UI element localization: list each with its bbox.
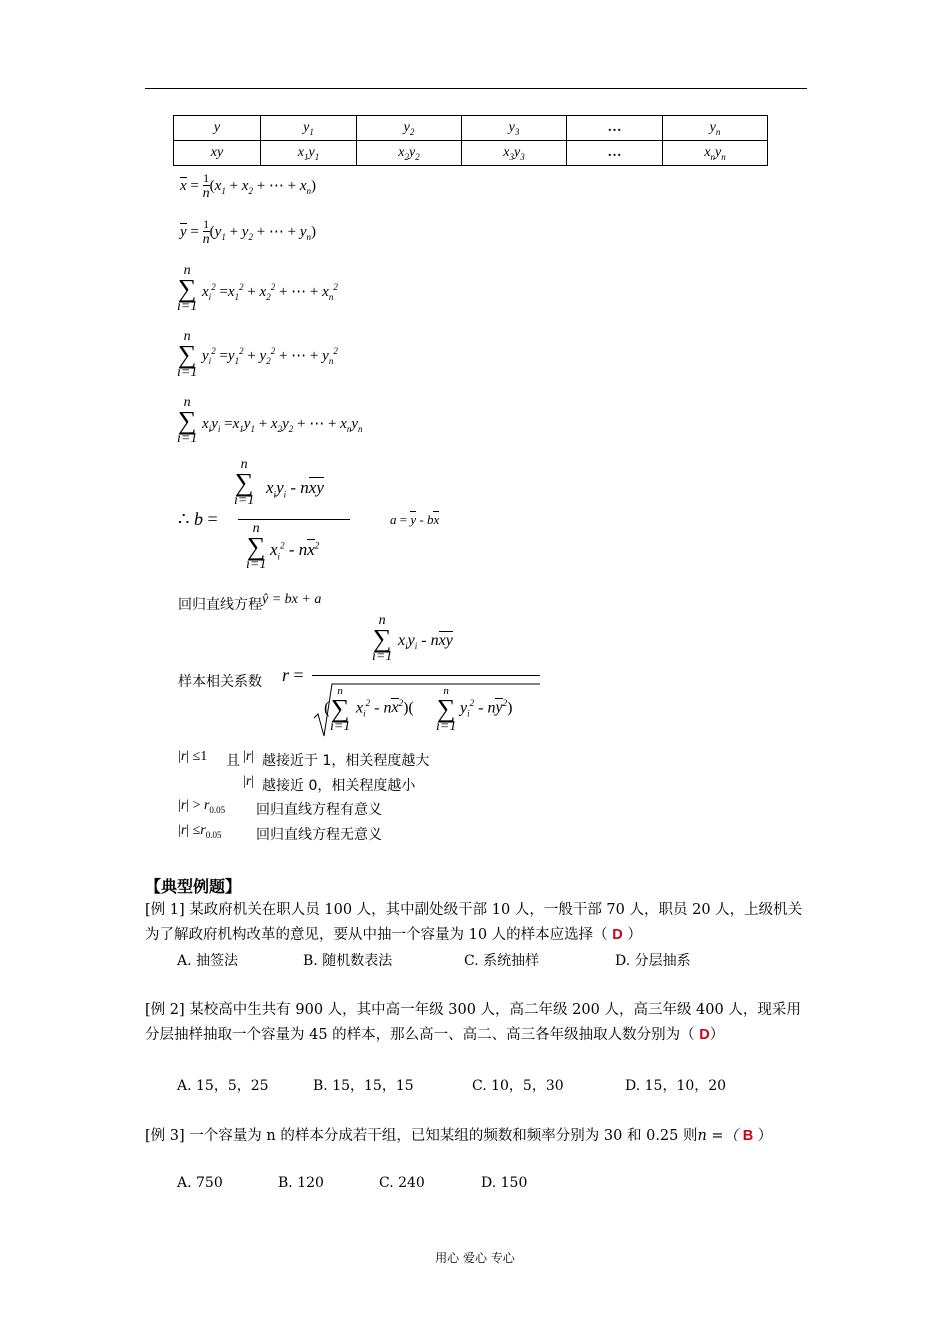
section-heading: 【典型例题】 — [145, 877, 242, 896]
r-condition-2-text: 越接近 0，相关程度越小 — [262, 778, 416, 794]
example-1-answer: D — [612, 927, 623, 943]
option-d: D. 15，10，20 — [625, 1078, 727, 1094]
example-3-answer: B — [742, 1128, 754, 1144]
example-2: [例 2] 某校高中生共有 900 人，其中高一年级 300 人，高二年级 200 人，高三年级 400 人，现采用分层抽样抽取一个容量为 45 的样本，那么高一、高二、高三各年级抽取人数分别为（ D） — [145, 1002, 801, 1043]
option-c: C. 10，5，30 — [472, 1078, 564, 1094]
formula-b-numerator: $x_iy_i$ - nxy — [266, 478, 324, 500]
table-cell: $x_2y_2$ — [357, 141, 462, 166]
r-condition-1-text: 越接近于 1，相关程度越大 — [262, 753, 430, 769]
table-cell: … — [567, 141, 663, 166]
r-condition-1-and: 且 — [226, 753, 240, 769]
r-condition-1-math: |r| ≤1 — [178, 749, 208, 764]
option-a: A. 抽签法 — [177, 953, 239, 969]
formula-sum-y2: $y_i^2 =y_1^2 + y_2^2$ + ⋯ + $y_n^2$ — [202, 346, 338, 366]
r-condition-4-math: $|r| \le r_{0.05}$ — [178, 823, 222, 840]
example-2-answer: D — [699, 1027, 710, 1043]
table-row — [174, 116, 768, 141]
example-3: [例 3] 一个容量为 n 的样本分成若干组，已知某组的频数和频率分别为 30 和 0.25 则n =（ B ） — [145, 1128, 773, 1144]
sigma-sum-x2: n ∑ i=1 — [177, 263, 198, 314]
table-cell: y — [174, 116, 261, 141]
r-abs-2: |r| — [243, 774, 255, 789]
page-footer: 用心 爱心 专心 — [435, 1251, 515, 1265]
sigma-sum-xy: n ∑ i=1 — [177, 395, 198, 446]
table-cell: $x_ny_n$ — [663, 141, 768, 166]
formula-r-denominator-open: ( — [324, 698, 330, 717]
table-cell: xy — [174, 141, 261, 166]
table-cell: … — [567, 116, 663, 141]
option-b: B. 随机数表法 — [303, 953, 393, 969]
table-cell: $y_1$ — [261, 116, 357, 141]
r-condition-4-text: 回归直线方程无意义 — [256, 827, 382, 843]
formula-sum-xy: $x_iy_i =x_1y_1 + x_2y_2$ + ⋯ + $x_ny_n$ — [202, 416, 363, 434]
option-a: A. 15，5，25 — [177, 1078, 269, 1094]
sigma-r-den-x: n ∑ i=1 — [330, 685, 351, 734]
formula-r-den-y: $y_i^2 - ny^2$) — [460, 698, 513, 719]
formula-a: a = y - bx — [390, 512, 440, 527]
fraction-bar-r — [312, 675, 540, 676]
formula-r-lhs: r = — [282, 665, 304, 685]
option-b: B. 15，15，15 — [313, 1078, 414, 1094]
value-table — [173, 115, 768, 166]
table-cell: $y_2$ — [357, 116, 462, 141]
option-b: B. 120 — [278, 1175, 324, 1191]
option-d: D. 150 — [481, 1175, 528, 1191]
option-a: A. 750 — [177, 1175, 223, 1191]
sigma-b-num: n ∑ i=1 — [234, 457, 255, 508]
fraction-bar-b — [238, 519, 350, 520]
formula-r-numerator: $x_iy_i$ - nxy — [398, 632, 453, 652]
table-cell: $x_1y_1$ — [261, 141, 357, 166]
option-c: C. 系统抽样 — [464, 953, 540, 969]
formula-sum-x2: $x_i^2 =x_1^2 + x_2^2$ + ⋯ + $x_n^2$ — [202, 282, 338, 302]
example-1: [例 1] 某政府机关在职人员 100 人，其中副处级干部 10 人，一般干部 70 人，职员 20 人，上级机关为了解政府机构改革的意见，要从中抽一个容量为 10 人的样本应选择（ D ） — [145, 902, 803, 943]
table-cell: $x_3y_3$ — [462, 141, 567, 166]
regression-equation: ŷ = bx + a — [262, 592, 322, 607]
correlation-label: 样本相关系数 — [178, 674, 262, 690]
r-condition-3-math: $|r| > r_{0.05}$ — [178, 798, 226, 815]
header-rule — [145, 88, 807, 89]
sigma-r-den-y: n ∑ i=1 — [436, 685, 457, 734]
sigma-sum-y2: n ∑ i=1 — [177, 329, 198, 380]
regression-label: 回归直线方程 — [178, 597, 262, 613]
sigma-b-den: n ∑ i=1 — [246, 521, 267, 572]
formula-r-den-x: $x_i^2 - nx^2$)( — [356, 698, 414, 719]
formula-b-lhs: ∴ b = — [178, 509, 218, 529]
table-cell: $y_3$ — [462, 116, 567, 141]
formula-mean-y: y = $\frac{1}{n}$ ($y_1 + y_2$ + ⋯ + $y_n$) — [180, 217, 317, 247]
table-row — [174, 141, 768, 166]
formula-b-denominator: $x_i^2 - nx^2$ — [270, 540, 320, 562]
sigma-r-num: n ∑ i=1 — [372, 613, 393, 664]
option-d: D. 分层抽系 — [615, 953, 691, 969]
r-abs-1: |r| — [243, 749, 255, 764]
option-c: C. 240 — [379, 1175, 425, 1191]
formula-mean-x: x = $\frac{1}{n}$ ($x_1 + x_2$ + ⋯ + $x_n$) — [180, 171, 317, 201]
table-cell: $y_n$ — [663, 116, 768, 141]
r-condition-3-text: 回归直线方程有意义 — [256, 802, 382, 818]
